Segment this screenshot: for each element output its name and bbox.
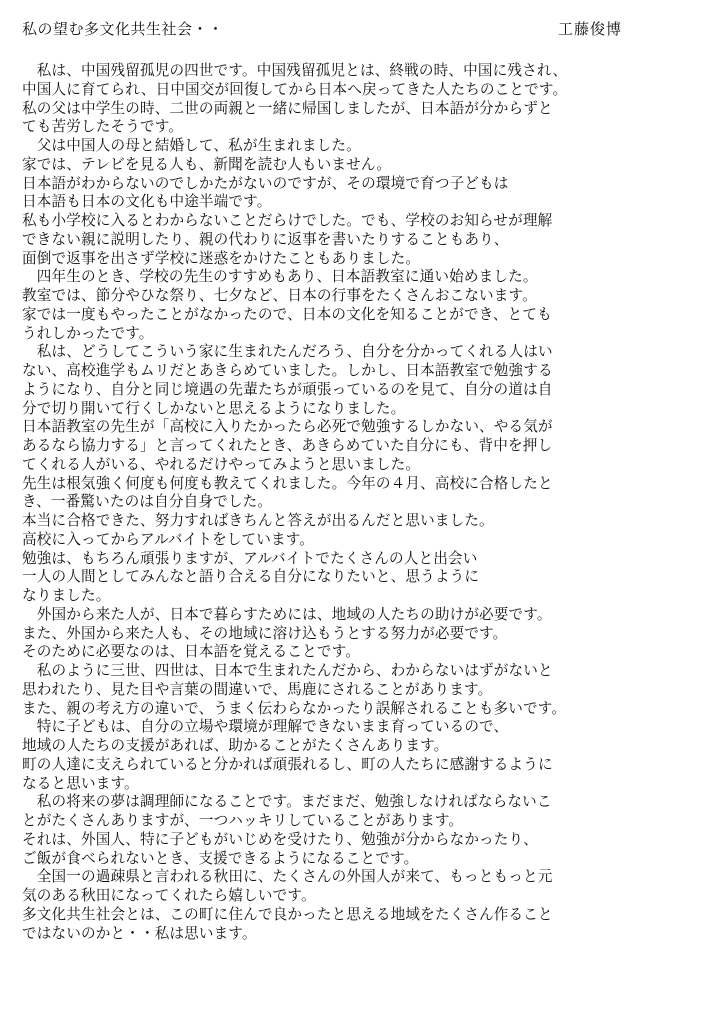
text-line: 日本語がわからないのでしかたがないのですが、その環境で育つ子どもは (22, 174, 509, 192)
text-line: 一人の人間としてみんなと語り合える自分になりたいと、思うように (22, 568, 480, 586)
text-line: ようになり、自分と同じ境遇の先輩たちが頑張っているのを見て、自分の道は自 (22, 380, 553, 398)
text-line: 多文化共生社会とは、この町に住んで良かったと思える地域をたくさん作ること (22, 905, 553, 923)
text-line: 面倒で返事を出さず学校に迷惑をかけたこともありました。 (22, 249, 421, 267)
text-line: また、親の考え方の違いで、うまく伝わらなかったり誤解されることも多いです。 (22, 699, 567, 717)
text-line: あるなら協力する」と言ってくれたとき、あきらめていた自分にも、背中を押し (22, 437, 553, 454)
text-line: 教室では、節分やひな祭り、七夕など、日本の行事をたくさんおこないます。 (22, 287, 537, 304)
text-line: 思われたり、見た目や言葉の間違いで、馬鹿にされることがあります。 (22, 680, 493, 698)
text-line: 中国人に育てられ、日中国交が回復してから日本へ戻ってきた人たちのことです。 (22, 80, 568, 98)
text-line: 日本語教室の先生が「高校に入りたかったら必死で勉強するしかない、やる気が (22, 418, 553, 436)
text-line: 高校に入ってからアルバイトをしています。 (22, 530, 315, 548)
text-line: 勉強は、もちろん頑張りますが、アルバイトでたくさんの人と出会い (22, 549, 478, 567)
text-line: それは、外国人、特に子どもがいじめを受けたり、勉強が分からなかったり、 (22, 830, 539, 848)
text-line: 特に子どもは、自分の立場や環境が理解できないまま育っているので、 (22, 718, 509, 736)
text-line: 本当に合格できた、努力すればきちんと答えが出るんだと思いました。 (22, 512, 494, 529)
text-line: 私も小学校に入るとわからないことだらけでした。でも、学校のお知らせが理解 (22, 212, 553, 229)
text-line: 町の人達に支えられていると分かれば頑張れるし、町の人たちに感謝するように (22, 755, 553, 773)
text-line: ても苦労したそうです。 (22, 118, 184, 136)
text-line: 地域の人たちの支援があれば、助かることがたくさんあります。 (22, 737, 449, 754)
text-line: 先生は根気強く何度も何度も教えてくれました。今年の４月、高校に合格したと (22, 474, 553, 492)
text-line: 私のように三世、四世は、日本で生まれたんだから、わからないはずがないと (22, 662, 553, 679)
text-line: なると思います。 (22, 774, 139, 792)
text-line: 私は、どうしてこういう家に生まれたんだろう、自分を分かってくれる人はい (22, 343, 553, 361)
text-line: ない、高校進学もムリだとあきらめていました。しかし、日本語教室で勉強する (22, 362, 553, 379)
author-name: 工藤俊博 (558, 20, 623, 38)
text-line: また、外国から来た人も、その地域に溶け込もうとする努力が必要です。 (22, 624, 508, 642)
text-line: 外国から来た人が、日本で暮らすためには、地域の人たちの助けが必要です。 (22, 605, 552, 623)
text-line: なりました。 (22, 587, 111, 604)
document-title: 私の望む多文化共生社会・・ (22, 20, 224, 38)
text-line: ご飯が食べられないとき、支援できるようになることです。 (22, 849, 419, 867)
text-line: そのために必要なのは、日本語を覚えることです。 (22, 643, 360, 661)
text-line: できない親に説明したり、親の代わりに返事を書いたりすることもあり、 (22, 230, 509, 248)
text-line: 私の将来の夢は調理師になることです。まだまだ、勉強しなければならないこ (22, 793, 552, 811)
text-line: 私は、中国残留孤児の四世です。中国残留孤児とは、終戦の時、中国に残され、 (22, 62, 568, 79)
text-line: 分で切り開いて行くしかないと思えるようになりました。 (22, 399, 406, 417)
text-line: 家では、テレビを見る人も、新聞を読む人もいません。 (22, 155, 392, 173)
text-line: 家では一度もやったことがなかったので、日本の文化を知ることができ、とても (22, 305, 552, 323)
text-line: てくれる人がいる、やれるだけやってみようと思いました。 (22, 455, 421, 473)
text-line: うれしかったです。 (22, 324, 154, 342)
text-line: 気のある秋田になってくれたら嬉しいです。 (22, 887, 316, 904)
text-line: とがたくさんありますが、一つハッキリしていることがあります。 (22, 812, 464, 829)
essay-body (22, 62, 702, 943)
text-line: 日本語も日本の文化も中途半端です。 (22, 193, 272, 211)
text-line: 父は中国人の母と結婚して、私が生まれました。 (22, 137, 361, 154)
text-line: 全国一の過疎県と言われる秋田に、たくさんの外国人が来て、もっともっと元 (22, 868, 553, 886)
text-line: 私の父は中学生の時、二世の両親と一緒に帰国しましたが、日本語が分からずと (22, 99, 553, 117)
text-line: き、一番驚いたのは自分自身でした。 (22, 493, 273, 511)
text-line: ではないのかと・・私は思います。 (22, 924, 257, 942)
text-line: 四年生のとき、学校の先生のすすめもあり、日本語教室に通い始めました。 (22, 268, 538, 286)
